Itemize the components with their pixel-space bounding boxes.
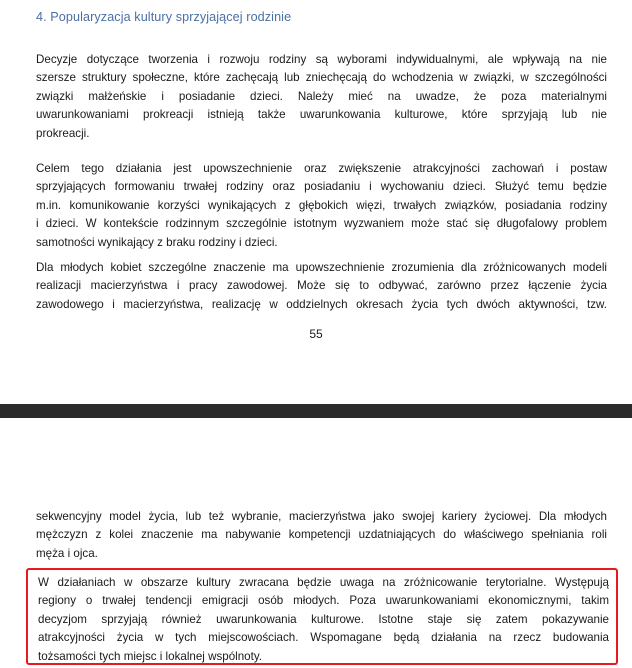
- text-line: tożsamości tych miejsc i lokalnej wspólnoty.: [38, 649, 263, 663]
- text-line: i dzieci. W kontekście rodzinnym szczególnie istotnym wyzwaniem może stać się długofalowy problem: [36, 217, 607, 231]
- text-line: sprzyjających formowaniu trwałej rodziny oraz posiadaniu i wychowaniu dzieci. Służyć temu będzie: [36, 180, 607, 194]
- page-separator: [0, 404, 632, 418]
- paragraph-goal: [36, 160, 607, 252]
- text-line: mężczyzn z kolei znaczenie ma nabywanie kompetencji uzdatniających do właściwego spełniania roli: [36, 528, 607, 542]
- text-line: realizacji macierzyństwa i pracy zawodowej. Może się to odbywać, zarówno przez łączenie życia: [36, 279, 607, 293]
- text-line: samotności wynikający z braku rodziny i dzieci.: [36, 235, 278, 249]
- paragraph-family-decisions: [36, 51, 607, 143]
- section-heading: 4. Popularyzacja kultury sprzyjającej rodzinie: [36, 10, 292, 24]
- text-line: szersze struktury społeczne, które zachęcają lub zniechęcają do wchodzenia w związki, w szczególności: [36, 71, 607, 85]
- text-line: Decyzje dotyczące tworzenia i rozwoju rodziny są wyborami indywidualnymi, ale wpływają na nie: [36, 53, 607, 66]
- text-line: regiony o trwałej tendencji emigracji osób młodych. Poza uwarunkowaniami ekonomicznymi, takim: [38, 594, 609, 608]
- paragraph-territorial-diversity: [38, 574, 609, 666]
- text-line: atrakcyjności życia w tych miejscowościach. Wspomagane będą działania na rzecz budowania: [38, 631, 609, 645]
- text-line: prokreacji.: [36, 126, 90, 140]
- document-page-bottom: [0, 418, 632, 668]
- text-line: zawodowego i macierzyństwa, realizację w oddzielnych okresach życia tych dwóch aktywności, tzw.: [36, 297, 607, 311]
- text-line: sekwencyjny model życia, lub też wybranie, macierzyństwa jako swojej kariery życiowej. Dla młodych: [36, 510, 607, 523]
- page-number: 55: [309, 327, 323, 341]
- text-line: męża i ojca.: [36, 546, 98, 560]
- text-line: związki małżeńskie i posiadanie dzieci. Należy mieć na uwadze, że poza materialnymi: [36, 89, 607, 103]
- text-line: W działaniach w obszarze kultury zwracana będzie uwaga na zróżnicowanie terytorialne. Występują: [38, 576, 609, 589]
- paragraph-continuation: [36, 508, 607, 563]
- paragraph-young-women: [36, 259, 607, 314]
- text-line: Celem tego działania jest upowszechnienie oraz zwiększenie atrakcyjności zachowań i postaw: [36, 162, 607, 175]
- highlight-box: [26, 568, 618, 665]
- text-line: Dla młodych kobiet szczególne znaczenie ma upowszechnienie zrozumienia dla zróżnicowanych modeli: [36, 261, 607, 274]
- text-line: uwarunkowaniami prokreacji istnieją także uwarunkowania kulturowe, które sprzyjają lub nie: [36, 108, 607, 122]
- text-line: m.in. komunikowanie korzyści wynikających z głębokich więzi, trwałych związków, posiadania rodziny: [36, 198, 607, 212]
- text-line: decyzjom sprzyjają również uwarunkowania kulturowe. Istotne staje się zatem pokazywanie: [38, 612, 609, 626]
